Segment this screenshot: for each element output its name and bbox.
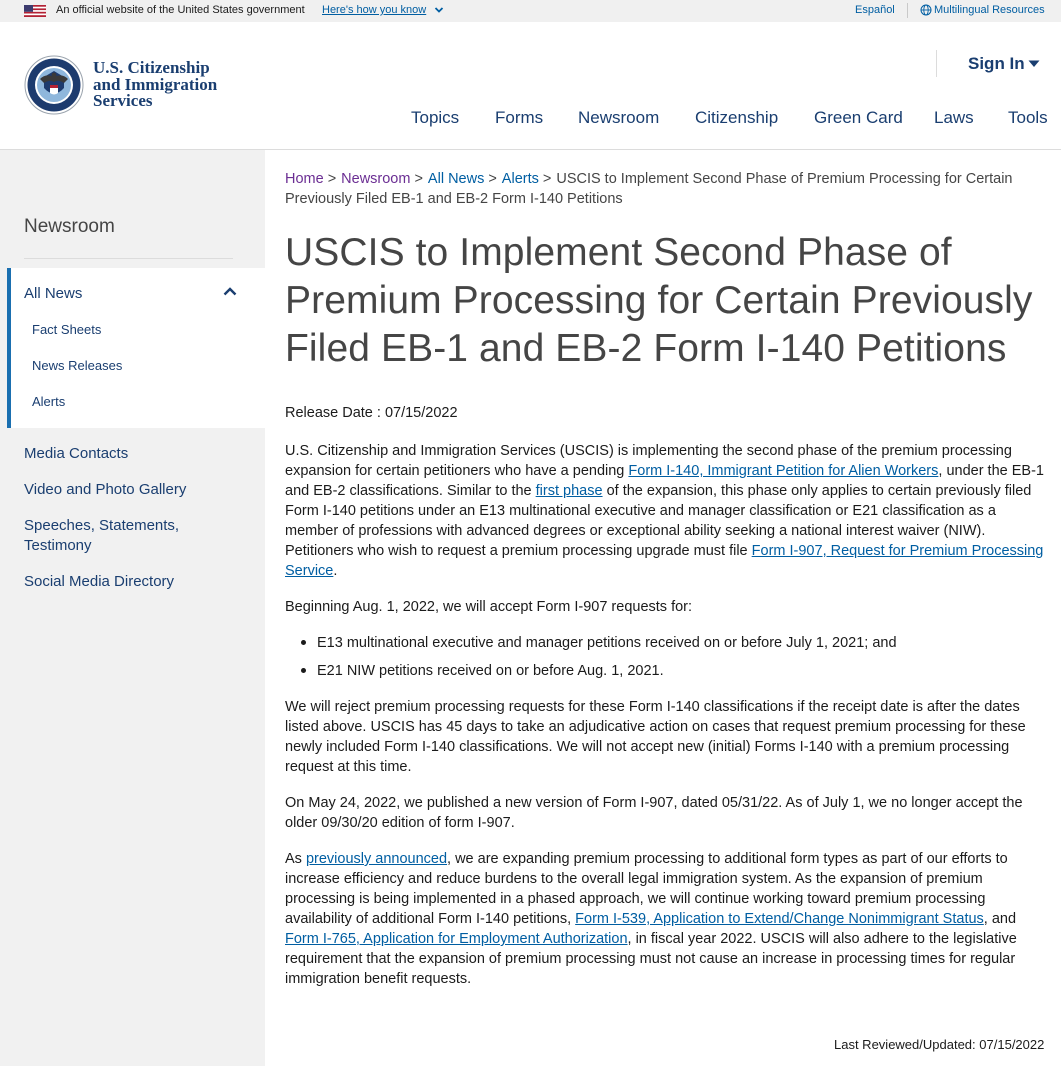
paragraph-text: U.S. Citizenship and Immigration Services (USCIS) is implementing the second phase of the premium processing expansion for certain petitioners who have a pending	[285, 443, 1012, 479]
espanol-link[interactable]: Español	[855, 4, 895, 16]
how-you-know-link[interactable]: Here's how you know	[322, 4, 427, 16]
sidebar-item-video-photo-gallery[interactable]: Video and Photo Gallery	[24, 481, 187, 498]
sidebar-item-news-releases[interactable]: News Releases	[32, 358, 123, 373]
sidebar-item-fact-sheets[interactable]: Fact Sheets	[32, 322, 102, 337]
paragraph-text: .	[333, 563, 338, 579]
globe-icon	[920, 4, 932, 16]
form-i765-link[interactable]: Form I-765, Application for Employment Authorization	[285, 931, 628, 947]
official-site-text: An official website of the United States government	[56, 4, 305, 16]
gov-banner	[0, 0, 1061, 22]
nav-forms[interactable]: Forms	[495, 108, 544, 127]
nav-topics[interactable]: Topics	[411, 108, 460, 127]
breadcrumb-current: USCIS to Implement Second Phase of Premium Processing for Certain Previously Filed EB-1 and EB-2 Form I-140 Petitions	[285, 171, 1013, 207]
breadcrumb-home[interactable]: Home	[285, 171, 324, 187]
banner-divider	[907, 3, 908, 18]
bullet-dot	[301, 640, 306, 645]
site-header	[0, 22, 1061, 150]
logo-line: U.S. Citizenship	[93, 58, 210, 77]
paragraph-text: As	[285, 851, 306, 867]
nav-citizenship[interactable]: Citizenship	[695, 108, 779, 127]
nav-green-card[interactable]: Green Card	[814, 108, 903, 127]
chevron-up-icon[interactable]	[223, 287, 237, 296]
dhs-seal-icon[interactable]	[24, 55, 84, 115]
paragraph-text: , under the EB-1 and EB-2 classifications. Similar to the	[285, 463, 1044, 499]
multilingual-resources-link[interactable]: Multilingual Resources	[934, 4, 1045, 16]
us-flag-icon	[24, 5, 46, 17]
sidebar-group-all-news	[7, 268, 265, 428]
list-item-text: E21 NIW petitions received on or before Aug. 1, 2021.	[317, 663, 664, 679]
sidebar-item-media-contacts[interactable]: Media Contacts	[24, 445, 129, 462]
article-paragraph	[285, 849, 1045, 989]
paragraph-text: , we are expanding premium processing to additional form types as part of our efforts to increase efficiency and reduce burdens to the overall legal immigration system. As the expansion of premium processing is being implemented in a phased approach, we will continue working toward premium processing availability of additional Form I-140 petitions,	[285, 851, 1008, 927]
logo-line: Services	[93, 91, 153, 110]
paragraph-text: of the expansion, this phase only applies to certain previously filed Form I-140 petitions under an E13 multinational executive and manager classification or E21 classification as a member of professions with advanced degrees or exceptional ability seeking a national interest waiver (NIW). Petitioners who wish to request a premium processing upgrade must file	[285, 483, 1032, 559]
sidebar-title: Newsroom	[24, 216, 115, 237]
breadcrumb-separator: >	[488, 171, 497, 187]
last-reviewed	[834, 1037, 1044, 1052]
article-paragraph: Beginning Aug. 1, 2022, we will accept Form I-907 requests for:	[285, 599, 693, 615]
first-phase-link[interactable]: first phase	[535, 483, 603, 499]
list-item-text: E13 multinational executive and manager petitions received on or before July 1, 2021; and	[317, 635, 897, 651]
breadcrumb-newsroom[interactable]: Newsroom	[341, 171, 411, 187]
sidebar-item-all-news[interactable]: All News	[24, 285, 83, 302]
page-title: USCIS to Implement Second Phase of Premium Processing for Certain Previously Filed EB-1 and EB-2 Form I-140 Petitions	[285, 231, 1033, 370]
sidebar-item-speeches[interactable]: Speeches, Statements, Testimony	[24, 517, 180, 554]
article-paragraph: We will reject premium processing requests for these Form I-140 classifications if the receipt date is after the dates listed above. USCIS has 45 days to take an adjudicative action on cases that request premium processing for these newly included Form I-140 classifications. We will not accept new (initial) Forms I-140 with a premium processing request at this time.	[285, 699, 1026, 775]
release-date	[285, 405, 458, 421]
site-logo-text[interactable]	[93, 60, 217, 110]
article-paragraph	[285, 441, 1045, 581]
breadcrumb-separator: >	[542, 171, 552, 187]
signin-divider	[936, 50, 937, 77]
breadcrumb-separator: >	[414, 171, 423, 187]
bullet-dot	[301, 668, 306, 673]
chevron-down-icon[interactable]	[434, 5, 444, 15]
paragraph-text: , in fiscal year 2022. USCIS will also adhere to the legislative requirement that the expansion of premium processing must not cause an increase in processing times for regular immigration benefit requests.	[285, 931, 1017, 987]
last-reviewed-label: Last Reviewed/Updated:	[834, 1037, 976, 1052]
sidebar-divider	[24, 258, 233, 259]
nav-laws[interactable]: Laws	[934, 108, 974, 127]
article-paragraph: On May 24, 2022, we published a new version of Form I-907, dated 05/31/22. As of July 1, we no longer accept the older 09/30/20 edition of form I-907.	[285, 795, 1023, 831]
paragraph-text: , and	[983, 911, 1017, 927]
breadcrumb-separator: >	[327, 171, 337, 187]
breadcrumb-alerts[interactable]: Alerts	[501, 171, 539, 187]
form-i140-link[interactable]: Form I-140, Immigrant Petition for Alien Workers	[628, 463, 939, 479]
previously-announced-link[interactable]: previously announced	[305, 851, 448, 867]
caret-down-icon[interactable]	[1028, 60, 1040, 68]
sidebar-item-alerts[interactable]: Alerts	[32, 394, 66, 409]
nav-newsroom[interactable]: Newsroom	[578, 108, 660, 127]
sidebar-item-social-media-directory[interactable]: Social Media Directory	[24, 573, 175, 590]
breadcrumb	[285, 169, 1045, 209]
form-i907-link[interactable]: Form I-907, Request for Premium Processing Service	[285, 543, 1044, 579]
logo-line: and Immigration	[93, 74, 218, 94]
sidebar-nav	[0, 150, 265, 1066]
release-date-value: 07/15/2022	[384, 405, 458, 421]
form-i539-link[interactable]: Form I-539, Application to Extend/Change Nonimmigrant Status	[575, 911, 984, 927]
breadcrumb-all-news[interactable]: All News	[427, 171, 485, 187]
last-reviewed-date: 07/15/2022	[979, 1037, 1045, 1052]
sign-in-button[interactable]: Sign In	[968, 54, 1025, 73]
release-date-label: Release Date :	[285, 405, 381, 421]
nav-tools[interactable]: Tools	[1008, 108, 1048, 127]
